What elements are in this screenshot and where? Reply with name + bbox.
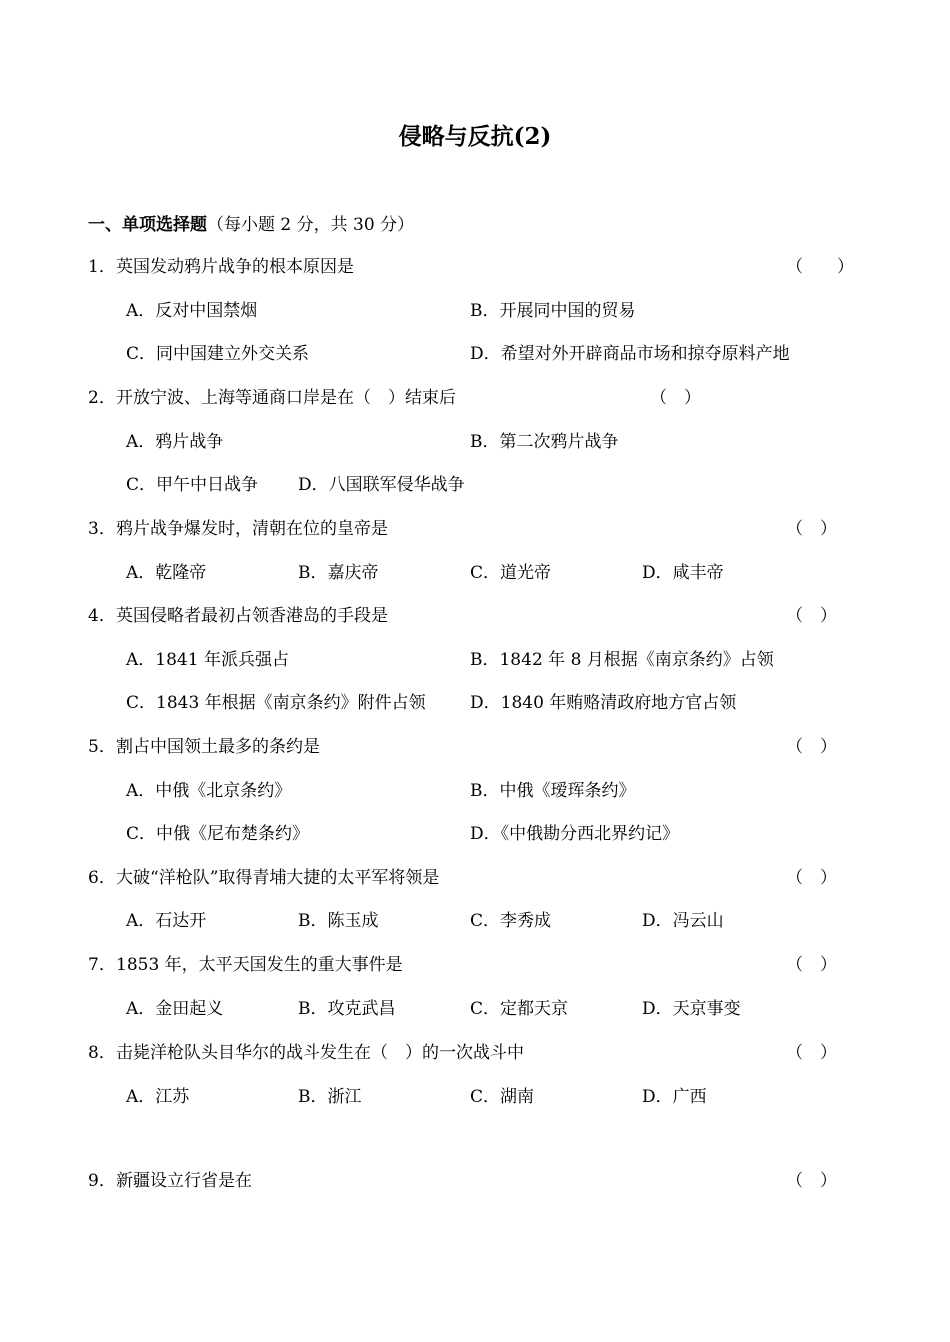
- question-number: 2．: [88, 388, 116, 408]
- option-a: A．1841 年派兵强占: [126, 650, 289, 670]
- section-note: （每小题 2 分，共 30 分）: [207, 215, 415, 235]
- option-d: D．广西: [642, 1087, 707, 1107]
- option-c: C．甲午中日战争: [126, 475, 259, 495]
- option-b: B．第二次鸦片战争: [470, 432, 619, 452]
- question-text: 鸦片战争爆发时，清朝在位的皇帝是: [116, 519, 388, 539]
- question-8: [88, 1038, 848, 1068]
- option-d: D．希望对外开辟商品市场和掠夺原料产地: [470, 344, 790, 364]
- question-text: 新疆设立行省是在: [116, 1171, 252, 1191]
- question-number: 6．: [88, 868, 116, 888]
- question-3: [88, 514, 848, 544]
- question-number: 5．: [88, 737, 116, 757]
- question-6: [88, 863, 848, 893]
- option-d: D．咸丰帝: [642, 563, 724, 583]
- answer-blank: （ ）: [786, 1171, 837, 1191]
- question-2: [88, 383, 848, 413]
- page-title: 侵略与反抗(2): [398, 123, 552, 150]
- option-c: C．同中国建立外交关系: [126, 344, 310, 364]
- option-b: B．陈玉成: [298, 911, 379, 931]
- question-4: [88, 601, 848, 631]
- option-c: C．定都天京: [470, 999, 569, 1019]
- option-b: B．开展同中国的贸易: [470, 301, 636, 321]
- answer-blank: （ ）: [786, 955, 837, 975]
- option-d: D．冯云山: [642, 911, 724, 931]
- question-number: 9．: [88, 1171, 116, 1191]
- section-heading: [88, 210, 414, 235]
- option-b: B．浙江: [298, 1087, 362, 1107]
- question-number: 7．: [88, 955, 116, 975]
- answer-blank: （ ）: [786, 519, 837, 539]
- answer-blank: （ ）: [786, 606, 837, 626]
- answer-blank: （ ）: [786, 1043, 837, 1063]
- option-b: B．攻克武昌: [298, 999, 396, 1019]
- option-a: A．中俄《北京条约》: [126, 781, 292, 801]
- question-5: [88, 732, 848, 762]
- option-c: C．1843 年根据《南京条约》附件占领: [126, 693, 426, 713]
- question-text: 击毙洋枪队头目华尔的战斗发生在（ ）的一次战斗中: [116, 1043, 524, 1063]
- question-9: [88, 1166, 848, 1196]
- option-a: A．乾隆帝: [126, 563, 207, 583]
- question-text: 大破“洋枪队”取得青埔大捷的太平军将领是: [116, 868, 440, 888]
- option-a: A．反对中国禁烟: [126, 301, 258, 321]
- question-text: 开放宁波、上海等通商口岸是在（ ）结束后: [116, 388, 456, 408]
- option-d: D．八国联军侵华战争: [298, 475, 465, 495]
- option-b: B．中俄《瑷珲条约》: [470, 781, 636, 801]
- answer-blank: （ ）: [786, 737, 837, 757]
- option-a: A．金田起义: [126, 999, 224, 1019]
- question-number: 1．: [88, 257, 116, 277]
- answer-blank: （ ）: [650, 388, 701, 408]
- option-b: B．嘉庆帝: [298, 563, 379, 583]
- answer-blank: （ ）: [786, 257, 854, 277]
- option-c: C．李秀成: [470, 911, 552, 931]
- question-text: 英国发动鸦片战争的根本原因是: [116, 257, 354, 277]
- option-d: D．天京事变: [642, 999, 741, 1019]
- option-d: D．《中俄勘分西北界约记》: [470, 824, 680, 844]
- section-label: 一、单项选择题: [88, 215, 207, 235]
- option-c: C．中俄《尼布楚条约》: [126, 824, 310, 844]
- question-text: 英国侵略者最初占领香港岛的手段是: [116, 606, 388, 626]
- question-number: 8．: [88, 1043, 116, 1063]
- option-c: C．湖南: [470, 1087, 535, 1107]
- option-c: C．道光帝: [470, 563, 552, 583]
- question-text: 割占中国领土最多的条约是: [116, 737, 320, 757]
- question-7: [88, 950, 848, 980]
- option-a: A．江苏: [126, 1087, 190, 1107]
- question-1: [88, 252, 854, 282]
- option-d: D．1840 年贿赂清政府地方官占领: [470, 693, 737, 713]
- option-b: B．1842 年 8 月根据《南京条约》占领: [470, 650, 774, 670]
- question-number: 4．: [88, 606, 116, 626]
- option-a: A．石达开: [126, 911, 207, 931]
- question-number: 3．: [88, 519, 116, 539]
- question-text: 1853 年，太平天国发生的重大事件是: [116, 955, 403, 975]
- answer-blank: （ ）: [786, 868, 837, 888]
- option-a: A．鸦片战争: [126, 432, 224, 452]
